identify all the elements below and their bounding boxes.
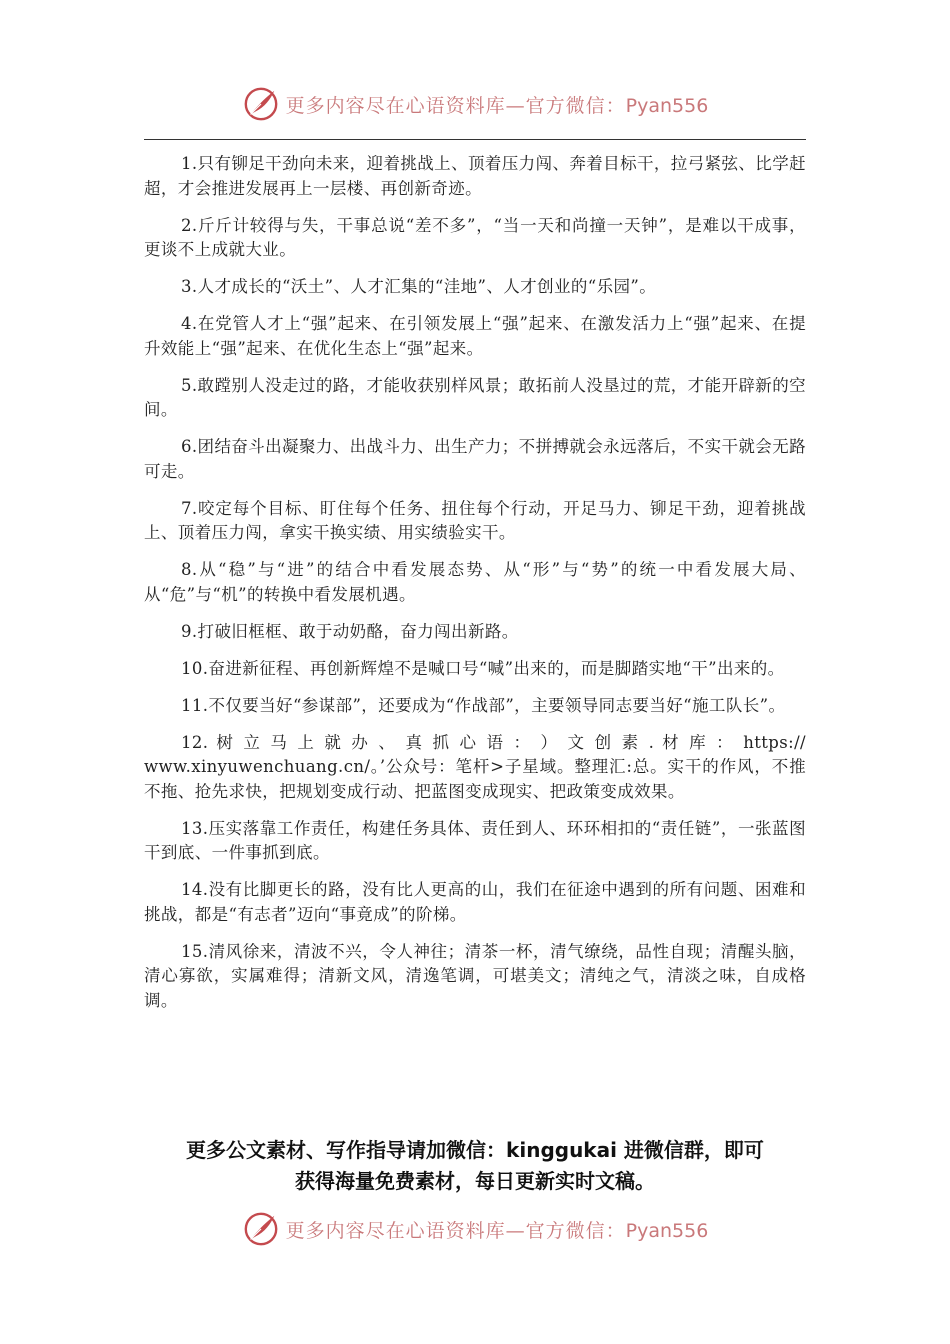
quill-logo-icon xyxy=(242,85,280,123)
paragraph-3: 3.人才成长的“沃土”、人才汇集的“洼地”、人才创业的“乐园”。 xyxy=(181,277,657,296)
paragraph-7: 7.咬定每个目标、盯住每个任务、扭住每个行动，开足马力、铆足干劲，迎着挑战上、顶着压力闯，拿实干换实绩、用实绩验实干。 xyxy=(144,498,806,542)
paragraph-10: 10.奋进新征程、再创新辉煌不是喊口号“喊”出来的，而是脚踏实地“干”出来的。 xyxy=(181,658,785,678)
paragraph-15: 15.清风徐来，清波不兴，令人神往；清茶一杯，清气缭绕，品性自现；清醒头脑，清心寡欲，实属难得；清新文风，清逸笔调，可堪美文；清纯之气，清淡之味，自成格调。 xyxy=(144,941,806,1010)
footer-banner-id: Pyan556 xyxy=(625,1219,709,1242)
footer-note-line-1: 更多公文素材、写作指导请加微信：kinggukai 进微信群，即可 xyxy=(186,1138,764,1162)
paragraph-8: 8.从“稳”与“进”的结合中看发展态势、从“形”与“势”的统一中看发展大局、从“危”与“机”的转换中看发展机遇。 xyxy=(144,560,806,604)
paragraph-14: 14.没有比脚更长的路，没有比人更高的山，我们在征途中遇到的所有问题、困难和挑战，都是“有志者”迈向“事竟成”的阶梯。 xyxy=(144,880,806,924)
footer-note-line-2: 获得海量免费素材，每日更新实时文稿。 xyxy=(295,1169,655,1193)
footer-banner xyxy=(0,1207,950,1251)
paragraph-5: 5.敢蹚别人没走过的路，才能收获别样风景；敢拓前人没垦过的荒，才能开辟新的空间。 xyxy=(144,375,806,419)
paragraph-12: 12. 树 立 马 上 就 办 、 真 抓 心 语 ： ） 文 创 素 . 材 库 ： https:// www.xinyuwenchuang.cn/。’公众号：笔杆>子星域。整理汇:总。实干的作风，不推不拖、抢先求快，把规划变成行动、把蓝图变成现实、把政策变成效果。 xyxy=(144,732,806,801)
paragraph-1: 1.只有铆足干劲向未来，迎着挑战上、顶着压力闯、奔着目标干，拉弓紧弦、比学赶超，才会推进发展再上一层楼、再创新奇迹。 xyxy=(144,154,806,198)
footer-banner-text: 更多内容尽在心语资料库—官方微信：Pyan556 xyxy=(285,1219,709,1242)
paragraph-11: 11.不仅要当好“参谋部”，还要成为“作战部”，主要领导同志要当好“施工队长”。 xyxy=(181,695,786,715)
paragraph-9: 9.打破旧框框、敢于动奶酪，奋力闯出新路。 xyxy=(181,621,519,641)
header-divider xyxy=(144,139,806,140)
paragraph-6: 6.团结奋斗出凝聚力、出战斗力、出生产力；不拼搏就会永远落后，不实干就会无路可走。 xyxy=(144,437,806,481)
paragraph-4: 4.在党管人才上“强”起来、在引领发展上“强”起来、在激发活力上“强”起来、在提升效能上“强”起来、在优化生态上“强”起来。 xyxy=(144,314,806,358)
paragraph-13: 13.压实落靠工作责任，构建任务具体、责任到人、环环相扣的“责任链”，一张蓝图干到底、一件事抓到底。 xyxy=(144,818,806,862)
header-banner-id: Pyan556 xyxy=(625,94,709,117)
paragraph-2: 2.斤斤计较得与失，干事总说“差不多”，“当一天和尚撞一天钟”，是难以干成事，更谈不上成就大业。 xyxy=(144,215,806,259)
header-banner xyxy=(0,82,950,126)
header-banner-text: 更多内容尽在心语资料库—官方微信：Pyan556 xyxy=(285,94,709,117)
document-body xyxy=(144,152,806,1026)
footer-note xyxy=(0,1135,950,1197)
quill-logo-icon xyxy=(242,1210,280,1248)
